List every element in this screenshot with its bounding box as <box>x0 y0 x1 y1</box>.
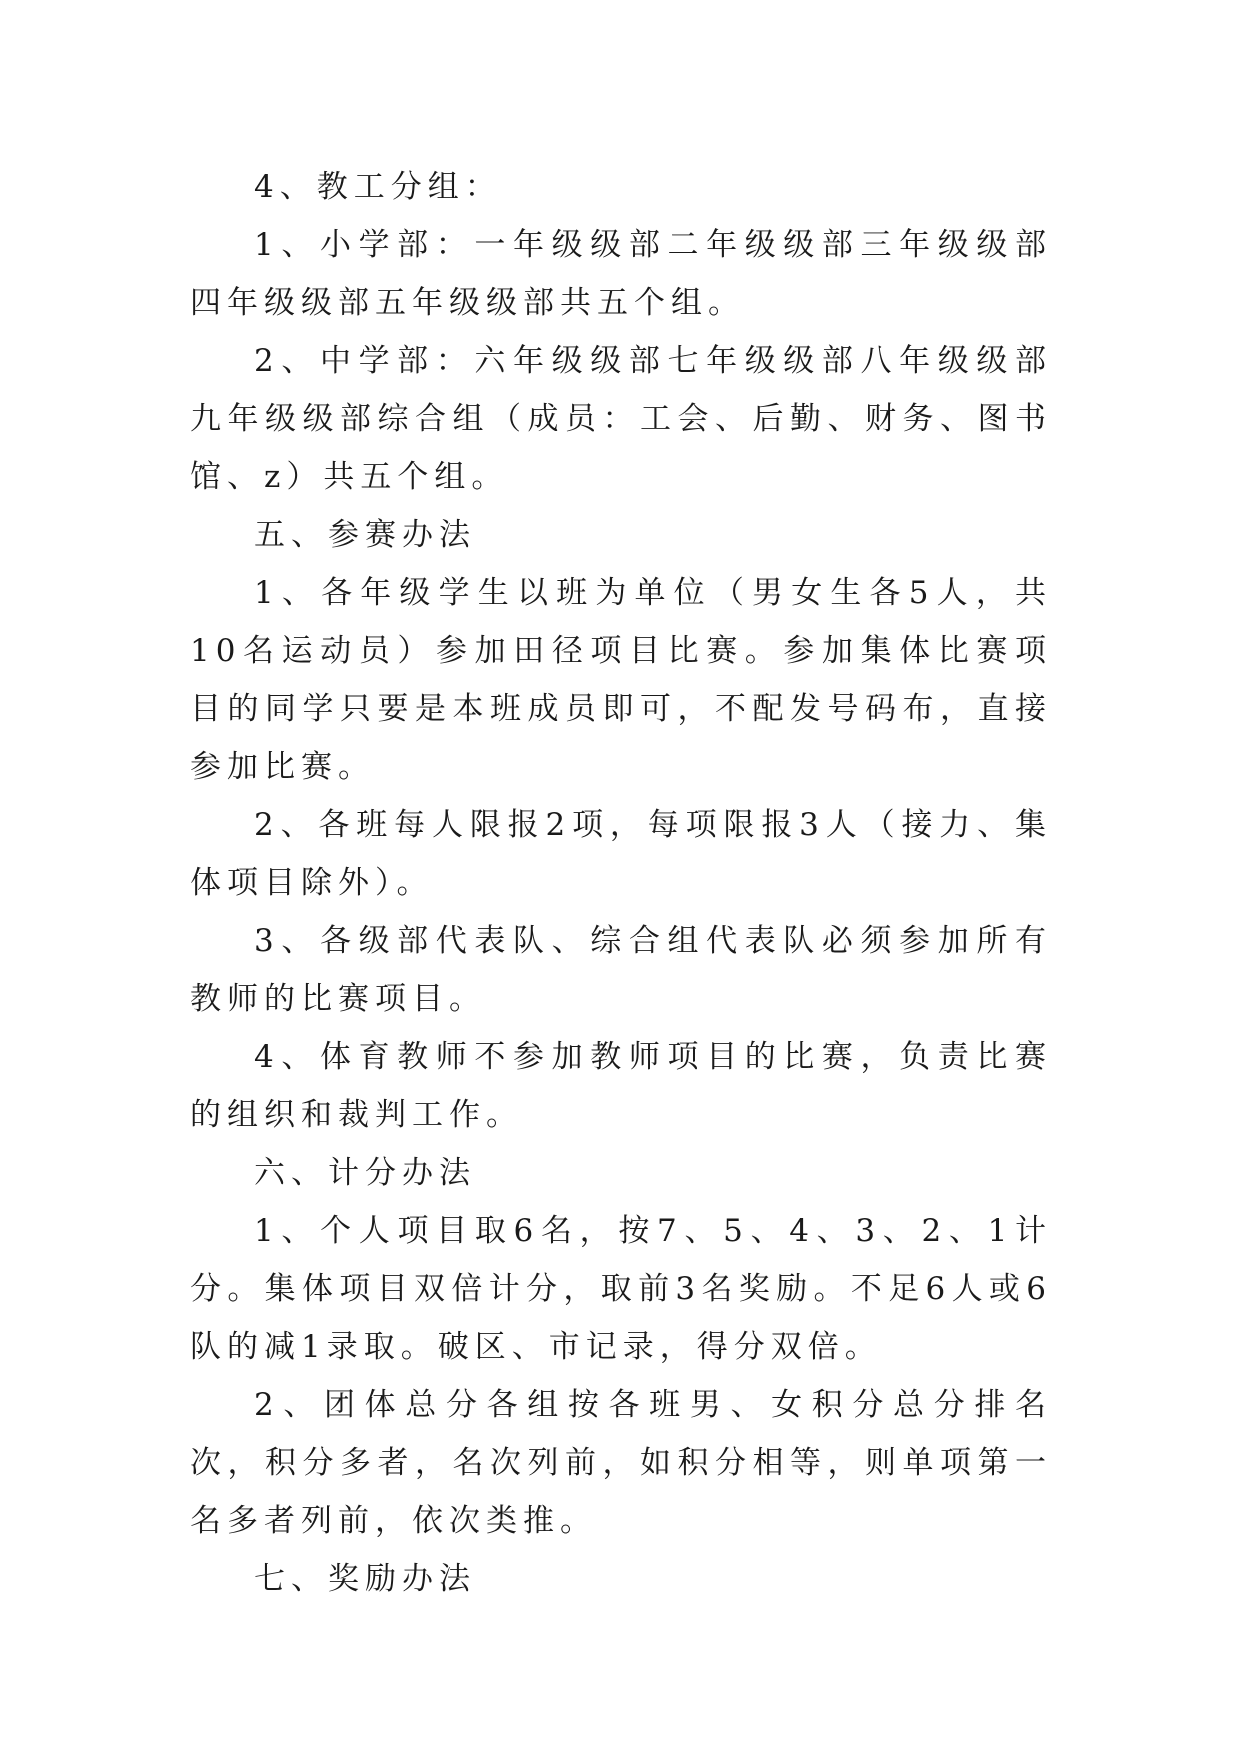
paragraph: 3、各级部代表队、综合组代表队必须参加所有教师的比赛项目。 <box>190 923 1052 1017</box>
section-heading: 五、参赛办法 <box>254 517 476 553</box>
paragraph: 2、团体总分各组按各班男、女积分总分排名次，积分多者，名次列前，如积分相等，则单项第一名多者列前，依次类推。 <box>190 1387 1052 1539</box>
paragraph: 2、中学部：六年级级部七年级级部八年级级部九年级级部综合组（成员：工会、后勤、财务、图书馆、z）共五个组。 <box>190 343 1052 495</box>
paragraph: 2、各班每人限报2项，每项限报3人（接力、集体项目除外）。 <box>190 807 1052 901</box>
paragraph: 4、教工分组： <box>254 169 502 205</box>
paragraph: 1、个人项目取6名，按7、5、4、3、2、1计分。集体项目双倍计分，取前3名奖励。不足6人或6队的减1录取。破区、市记录，得分双倍。 <box>190 1213 1052 1365</box>
paragraph: 1、小学部：一年级级部二年级级部三年级级部四年级级部五年级级部共五个组。 <box>190 227 1052 321</box>
paragraph: 4、体育教师不参加教师项目的比赛，负责比赛的组织和裁判工作。 <box>190 1039 1052 1133</box>
section-heading: 七、奖励办法 <box>254 1561 476 1597</box>
document-body <box>190 158 1052 1608</box>
section-heading: 六、计分办法 <box>254 1155 476 1191</box>
paragraph: 1、各年级学生以班为单位（男女生各5人，共10名运动员）参加田径项目比赛。参加集体比赛项目的同学只要是本班成员即可，不配发号码布，直接参加比赛。 <box>190 575 1052 785</box>
